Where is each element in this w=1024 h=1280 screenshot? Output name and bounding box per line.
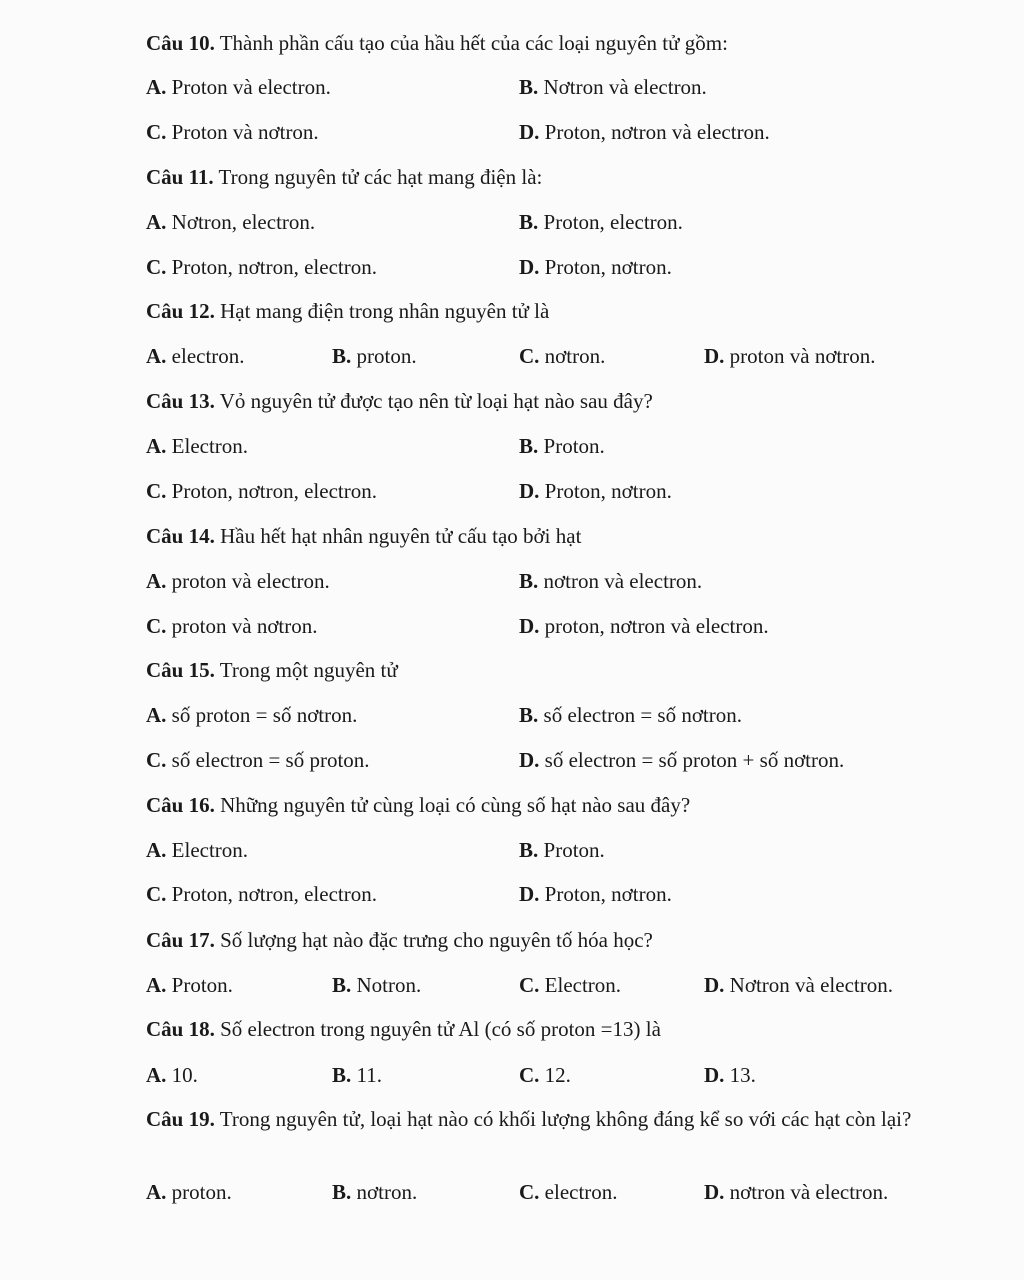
question-label: Câu 15. bbox=[146, 658, 215, 682]
question-label: Câu 10. bbox=[146, 31, 215, 55]
question-15 bbox=[146, 657, 956, 684]
options-row bbox=[146, 972, 956, 999]
option-d: D. proton và nơtron. bbox=[704, 344, 876, 368]
question-19 bbox=[146, 1106, 956, 1133]
question-text: Trong nguyên tử các hạt mang điện là: bbox=[213, 165, 543, 189]
question-12 bbox=[146, 298, 956, 325]
options-row bbox=[146, 119, 956, 146]
option-b: B. nơtron và electron. bbox=[519, 569, 703, 593]
option-b: B. Proton, electron. bbox=[519, 210, 683, 234]
option-a: A. electron. bbox=[146, 344, 245, 368]
question-11 bbox=[146, 164, 956, 191]
option-a: A. Proton và electron. bbox=[146, 75, 331, 99]
options-row bbox=[146, 74, 956, 101]
option-c: C. nơtron. bbox=[519, 344, 606, 368]
option-c: C. Proton và nơtron. bbox=[146, 120, 319, 144]
option-d: D. Proton, nơtron. bbox=[519, 255, 672, 279]
option-b: B. Proton. bbox=[519, 838, 605, 862]
question-text: Số electron trong nguyên tử Al (có số proton =13) là bbox=[214, 1017, 661, 1041]
option-d: D. Proton, nơtron và electron. bbox=[519, 120, 770, 144]
option-d: D. Proton, nơtron. bbox=[519, 479, 672, 503]
question-16 bbox=[146, 792, 956, 819]
question-label: Câu 19. bbox=[146, 1107, 215, 1131]
question-10 bbox=[146, 30, 956, 57]
option-c: C. proton và nơtron. bbox=[146, 614, 318, 638]
option-c: C. Proton, nơtron, electron. bbox=[146, 882, 377, 906]
question-text: Vỏ nguyên tử được tạo nên từ loại hạt nào sau đây? bbox=[214, 389, 653, 413]
question-text: Trong nguyên tử, loại hạt nào có khối lượng không đáng kể so với các hạt còn lại? bbox=[214, 1107, 912, 1131]
option-a: A. Electron. bbox=[146, 838, 249, 862]
option-d: D. 13. bbox=[704, 1063, 756, 1087]
question-label: Câu 13. bbox=[146, 389, 215, 413]
option-d: D. Nơtron và electron. bbox=[704, 973, 893, 997]
options-row bbox=[146, 254, 956, 281]
question-label: Câu 11. bbox=[146, 165, 214, 189]
option-b: B. Nơtron và electron. bbox=[519, 75, 707, 99]
option-b: B. Proton. bbox=[519, 434, 605, 458]
option-a: A. proton và electron. bbox=[146, 569, 330, 593]
question-label: Câu 14. bbox=[146, 524, 215, 548]
options-row bbox=[146, 881, 956, 908]
options-row bbox=[146, 837, 956, 864]
option-c: C. Proton, nơtron, electron. bbox=[146, 255, 377, 279]
options-row bbox=[146, 568, 956, 595]
question-text: Số lượng hạt nào đặc trưng cho nguyên tố hóa học? bbox=[214, 928, 653, 952]
option-a: A. Electron. bbox=[146, 434, 249, 458]
question-14 bbox=[146, 523, 956, 550]
options-row bbox=[146, 433, 956, 460]
option-b: B. proton. bbox=[332, 344, 417, 368]
question-label: Câu 12. bbox=[146, 299, 215, 323]
question-13 bbox=[146, 388, 956, 415]
option-a: A. Nơtron, electron. bbox=[146, 210, 316, 234]
options-row bbox=[146, 343, 956, 370]
option-d: D. số electron = số proton + số nơtron. bbox=[519, 748, 845, 772]
option-a: A. proton. bbox=[146, 1180, 232, 1204]
option-b: B. số electron = số nơtron. bbox=[519, 703, 743, 727]
question-text: Những nguyên tử cùng loại có cùng số hạt nào sau đây? bbox=[214, 793, 691, 817]
option-c: C. số electron = số proton. bbox=[146, 748, 370, 772]
question-text: Thành phần cấu tạo của hầu hết của các loại nguyên tử gồm: bbox=[214, 31, 728, 55]
question-text: Trong một nguyên tử bbox=[214, 658, 398, 682]
options-row bbox=[146, 747, 956, 774]
option-c: C. 12. bbox=[519, 1063, 571, 1087]
question-label: Câu 17. bbox=[146, 928, 215, 952]
option-c: C. Proton, nơtron, electron. bbox=[146, 479, 377, 503]
options-row bbox=[146, 478, 956, 505]
options-row bbox=[146, 1179, 956, 1206]
options-row bbox=[146, 1062, 956, 1089]
option-d: D. nơtron và electron. bbox=[704, 1180, 889, 1204]
option-b: B. Notron. bbox=[332, 973, 422, 997]
options-row bbox=[146, 209, 956, 236]
options-row bbox=[146, 613, 956, 640]
option-d: D. Proton, nơtron. bbox=[519, 882, 672, 906]
option-c: C. Electron. bbox=[519, 973, 622, 997]
question-18 bbox=[146, 1016, 956, 1043]
question-label: Câu 16. bbox=[146, 793, 215, 817]
question-text: Hầu hết hạt nhân nguyên tử cấu tạo bởi hạt bbox=[214, 524, 582, 548]
question-text: Hạt mang điện trong nhân nguyên tử là bbox=[214, 299, 550, 323]
option-a: A. số proton = số nơtron. bbox=[146, 703, 358, 727]
option-d: D. proton, nơtron và electron. bbox=[519, 614, 769, 638]
question-label: Câu 18. bbox=[146, 1017, 215, 1041]
option-a: A. Proton. bbox=[146, 973, 233, 997]
option-a: A. 10. bbox=[146, 1063, 198, 1087]
question-17 bbox=[146, 927, 956, 954]
options-row bbox=[146, 702, 956, 729]
option-b: B. nơtron. bbox=[332, 1180, 418, 1204]
option-b: B. 11. bbox=[332, 1063, 382, 1087]
option-c: C. electron. bbox=[519, 1180, 618, 1204]
